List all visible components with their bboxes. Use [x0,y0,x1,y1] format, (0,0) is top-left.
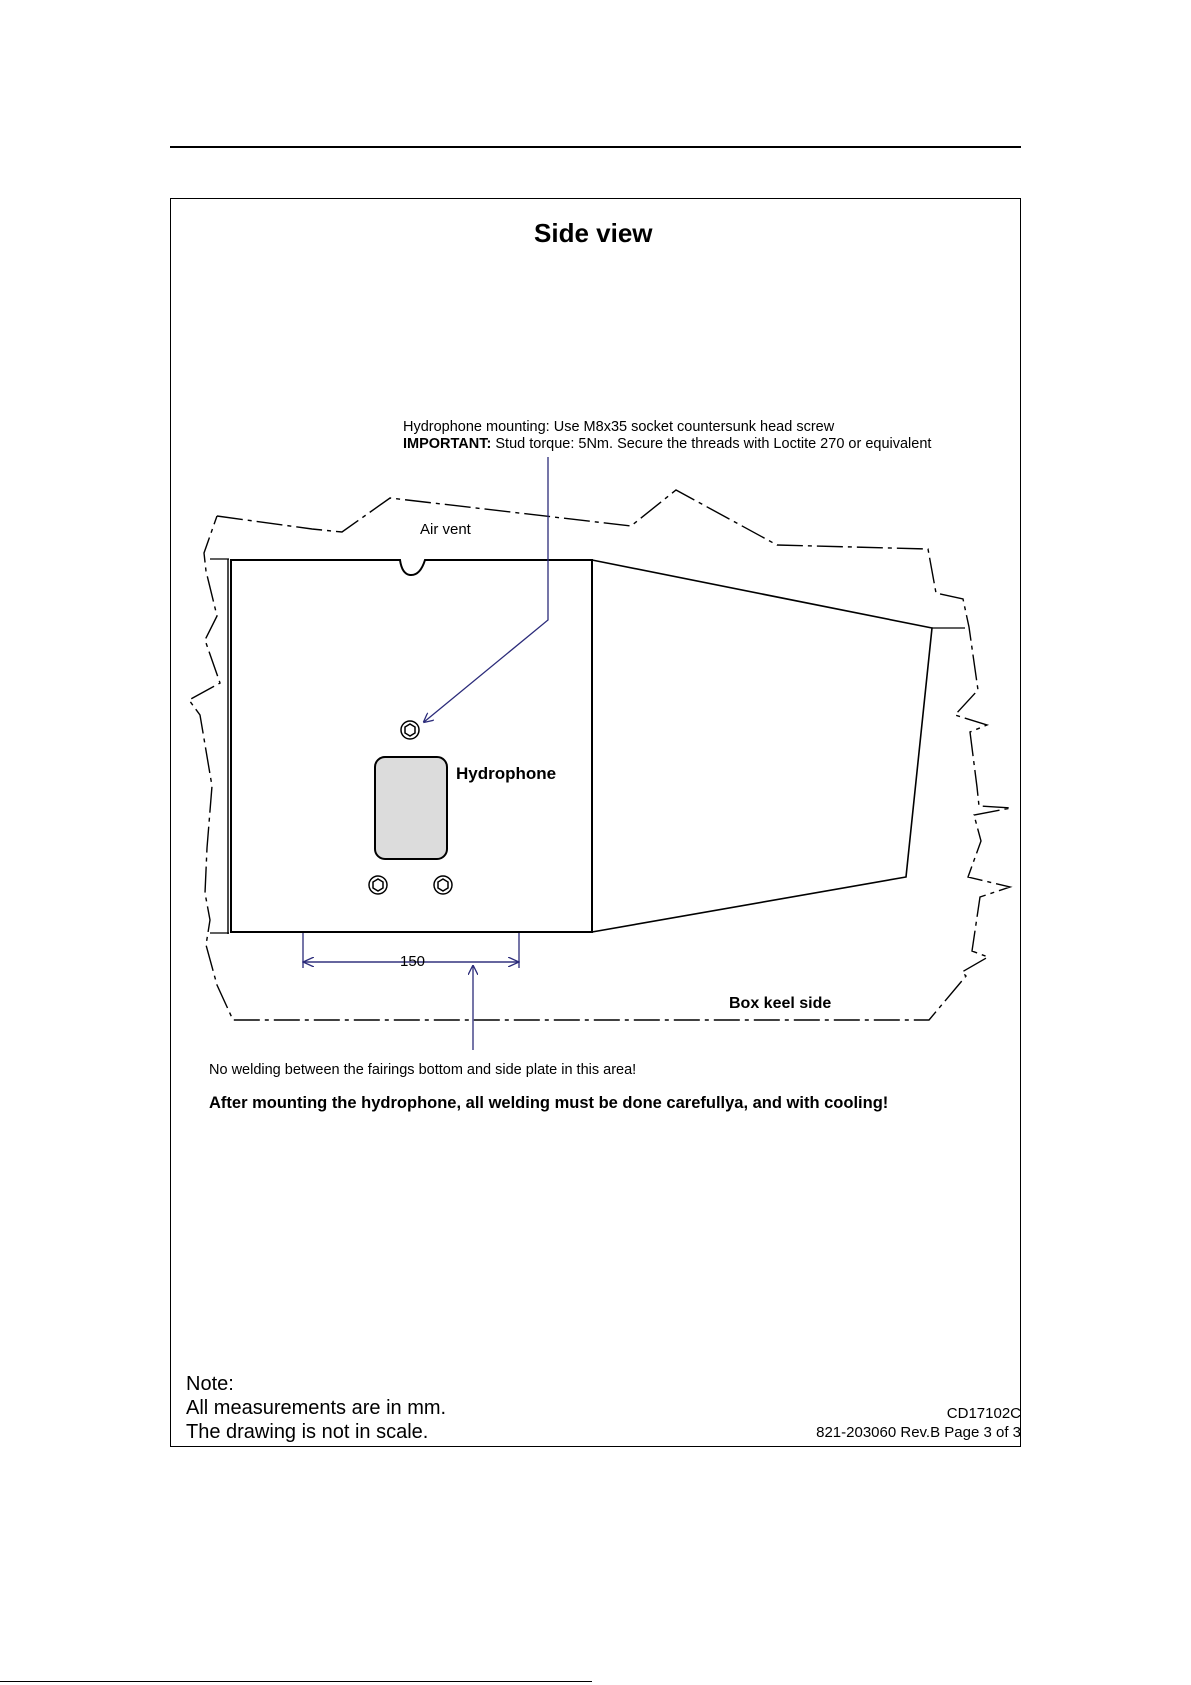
important-text: Stud torque: 5Nm. Secure the threads with Loctite 270 or equivalent [491,436,932,452]
drawing-id: CD17102C [946,1405,1021,1422]
welding-caution: After mounting the hydrophone, all welding must be done carefullya, and with cooling! [209,1094,889,1112]
important-note [403,437,931,452]
bolt-top [401,721,419,739]
no-welding-warning: No welding between the fairings bottom and side plate in this area! [209,1062,637,1078]
air-vent-label: Air vent [420,521,471,538]
note-scale: The drawing is not in scale. [186,1421,429,1443]
fairing-outline [189,490,1011,1020]
important-label: IMPORTANT: [403,436,492,452]
dimension-label: 150 [400,953,426,970]
note-measurements: All measurements are in mm. [186,1397,447,1419]
taper-section [592,560,932,932]
bolt-bottom-right [434,876,452,894]
box-keel-side-label: Box keel side [729,995,832,1012]
page-title: Side view [534,218,653,248]
callout-leader [424,457,548,722]
document-page-ref: 821-203060 Rev.B Page 3 of 3 [816,1424,1021,1441]
box-body [231,560,592,932]
note-heading: Note: [186,1373,234,1395]
hydrophone-label: Hydrophone [456,764,557,783]
bolt-bottom-left [369,876,387,894]
hydrophone-body [375,757,447,859]
mounting-instruction: Hydrophone mounting: Use M8x35 socket countersunk head screw [403,419,835,435]
